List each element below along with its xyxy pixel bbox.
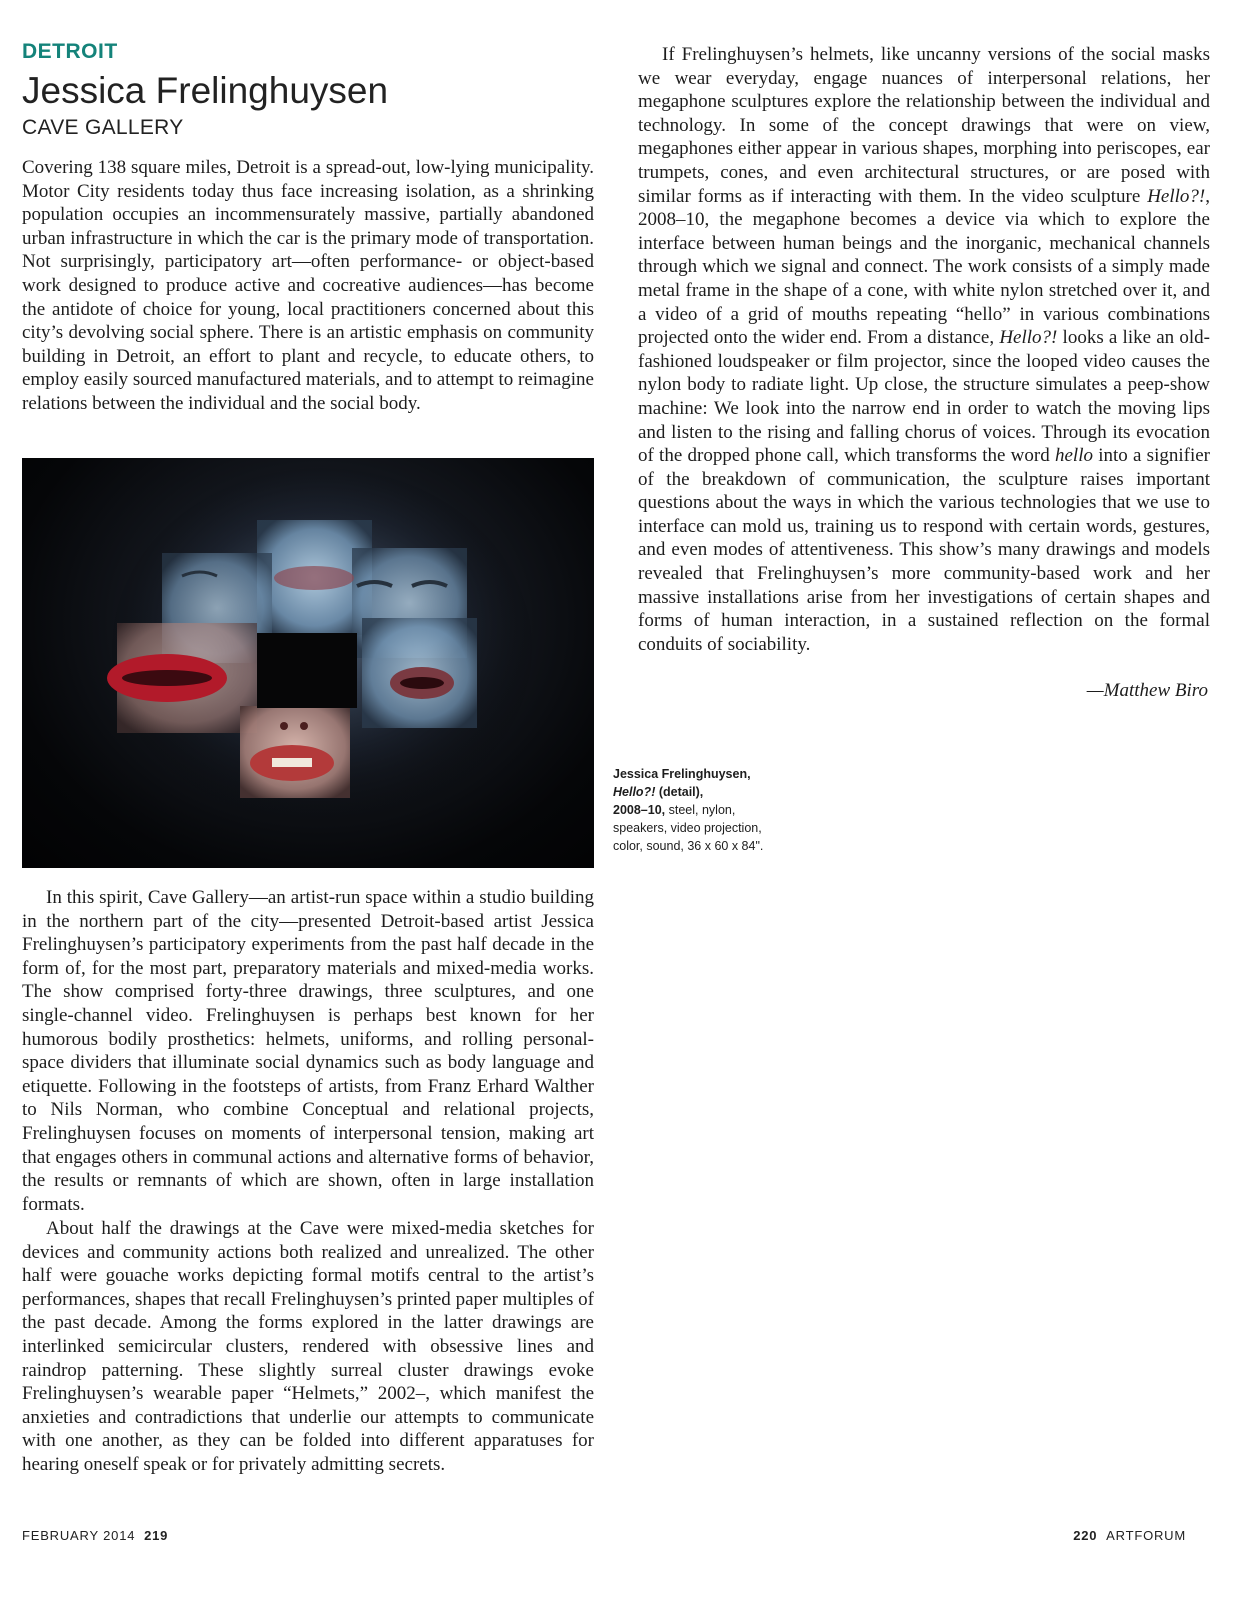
caption-detail: (detail), — [655, 785, 704, 799]
gallery-name: CAVE GALLERY — [22, 116, 184, 139]
caption-title: Hello?! — [613, 785, 656, 799]
paragraph-megaphones — [638, 43, 1210, 656]
image-caption — [613, 765, 783, 855]
artwork-title: Hello?! — [1147, 185, 1206, 207]
paragraph-megaphones-part-d: into a signifier of the breakdown of communication, the sculpture raises important questions about the ways in which the various technologies that we use to interface can mold us, training us to respond with certain words, gestures, and even modes of attentiveness. This show’s many drawings and models revealed that Frelinghuysen’s more community-based work and her massive installations arise from her investigations of certain shapes and forms of human interaction, in a sustained reflection on the formal conduits of sociability. — [638, 445, 1210, 655]
caption-materials: steel, nylon, speakers, video projection, color, sound, 36 x 60 x 84". — [613, 803, 764, 853]
city-heading: DETROIT — [22, 40, 118, 63]
artwork-title: Hello?! — [999, 327, 1058, 349]
page-number-left: 219 — [144, 1528, 169, 1543]
caption-dates: 2008–10, — [613, 803, 666, 817]
artist-name: Jessica Frelinghuysen — [22, 70, 389, 111]
paragraph-drawings: About half the drawings at the Cave were mixed-media sketches for devices and community actions both realized and unrealized. The other half were gouache works depicting formal motifs central to the artist’s performances, shapes that recall Frelinghuysen’s printed paper multiples of the past decade. Among the forms explored in the latter drawings are interlinked semicircular clusters, rendered with obsessive lines and raindrop patterning. These slightly surreal cluster drawings evoke Frelinghuysen’s wearable paper “Helmets,” 2002–, which manifest the anxieties and contradictions that underlie our attempts to communicate with one another, as they can be folded into different apparatuses for hearing oneself speak or for privately admitting secrets. — [22, 1218, 594, 1475]
emphasized-word: hello — [1054, 445, 1093, 467]
paragraph-megaphones-part-b: , 2008–10, the megaphone becomes a device via which to explore the interface between human beings and the inorganic, mechanical channels through which we signal and connect. The work consists of a simply made metal frame in the shape of a cone, with white nylon stretched over it, and a video of a grid of mouths repeating “hello” in various combinations projected onto the wider end. From a distance, — [638, 185, 1210, 349]
artwork-photo — [22, 458, 594, 868]
caption-artist: Jessica Frelinghuysen, — [613, 767, 751, 781]
paragraph-megaphones-part-a: If Frelinghuysen’s helmets, like uncanny versions of the social masks we wear everyday, engage nuances of interpersonal relations, her megaphone sculptures explore the relationship between the individual and technology. In some of the concept drawings that were on view, megaphones either appear in various shapes, morphing into periscopes, ear trumpets, cones, and even architectural structures, or are posed with similar forms as if interacting with them. In the video sculpture — [638, 44, 1210, 207]
paragraph-megaphones-part-c: looks a like an old-fashioned loudspeaker or film projector, since the looped video causes the nylon body to radiate light. Up close, the structure simulates a peep-show machine: We look into the narrow end in order to watch the moving lips and listen to the rising and falling chorus of voices. Through its evocation of the dropped phone call, which transforms the word — [638, 327, 1210, 467]
author-signature: —Matthew Biro — [1086, 680, 1208, 701]
paragraph-cave-gallery: In this spirit, Cave Gallery—an artist-run space within a studio building in the northern part of the city—presented Detroit-based artist Jessica Frelinghuysen’s participatory experiments from the past half decade in the form of, for the most part, preparatory materials and mixed-media works. The show comprised forty-three drawings, three sculptures, and one single-channel video. Frelinghuysen is perhaps best known for her humorous bodily prosthetics: helmets, uniforms, and rolling personal-space dividers that illuminate social dynamics such as body language and etiquette. Following in the footsteps of artists, from Franz Erhard Walther to Nils Norman, who combine Conceptual and relational projects, Frelinghuysen focuses on moments of interpersonal tension, making art that engages others in communal actions and alternative forms of behavior, the results or remnants of which are shown, often in large installation formats. — [22, 887, 594, 1215]
magazine-name: ARTFORUM — [1106, 1528, 1186, 1543]
paragraph-intro: Covering 138 square miles, Detroit is a spread-out, low-lying municipality. Motor City residents today thus face increasing isolation, as a shrinking population occupies an incommensurately massive, partially abandoned urban infrastructure in which the car is the primary mode of transportation. Not surprisingly, participatory art—often performance- or object-based work designed to produce active and cocreative audiences—has become the antidote of choice for young, local practitioners concerned about this city’s devolving social sphere. There is an artistic emphasis on community building in Detroit, an effort to plant and recycle, to educate others, to employ easily sourced manufactured materials, and to attempt to reimagine relations between the individual and the social body. — [22, 157, 594, 414]
footer-right — [1073, 1528, 1186, 1543]
artwork-image — [22, 458, 594, 868]
page-number-right: 220 — [1073, 1528, 1098, 1543]
footer-left — [22, 1528, 168, 1543]
footer-month: FEBRUARY 2014 — [22, 1528, 136, 1543]
